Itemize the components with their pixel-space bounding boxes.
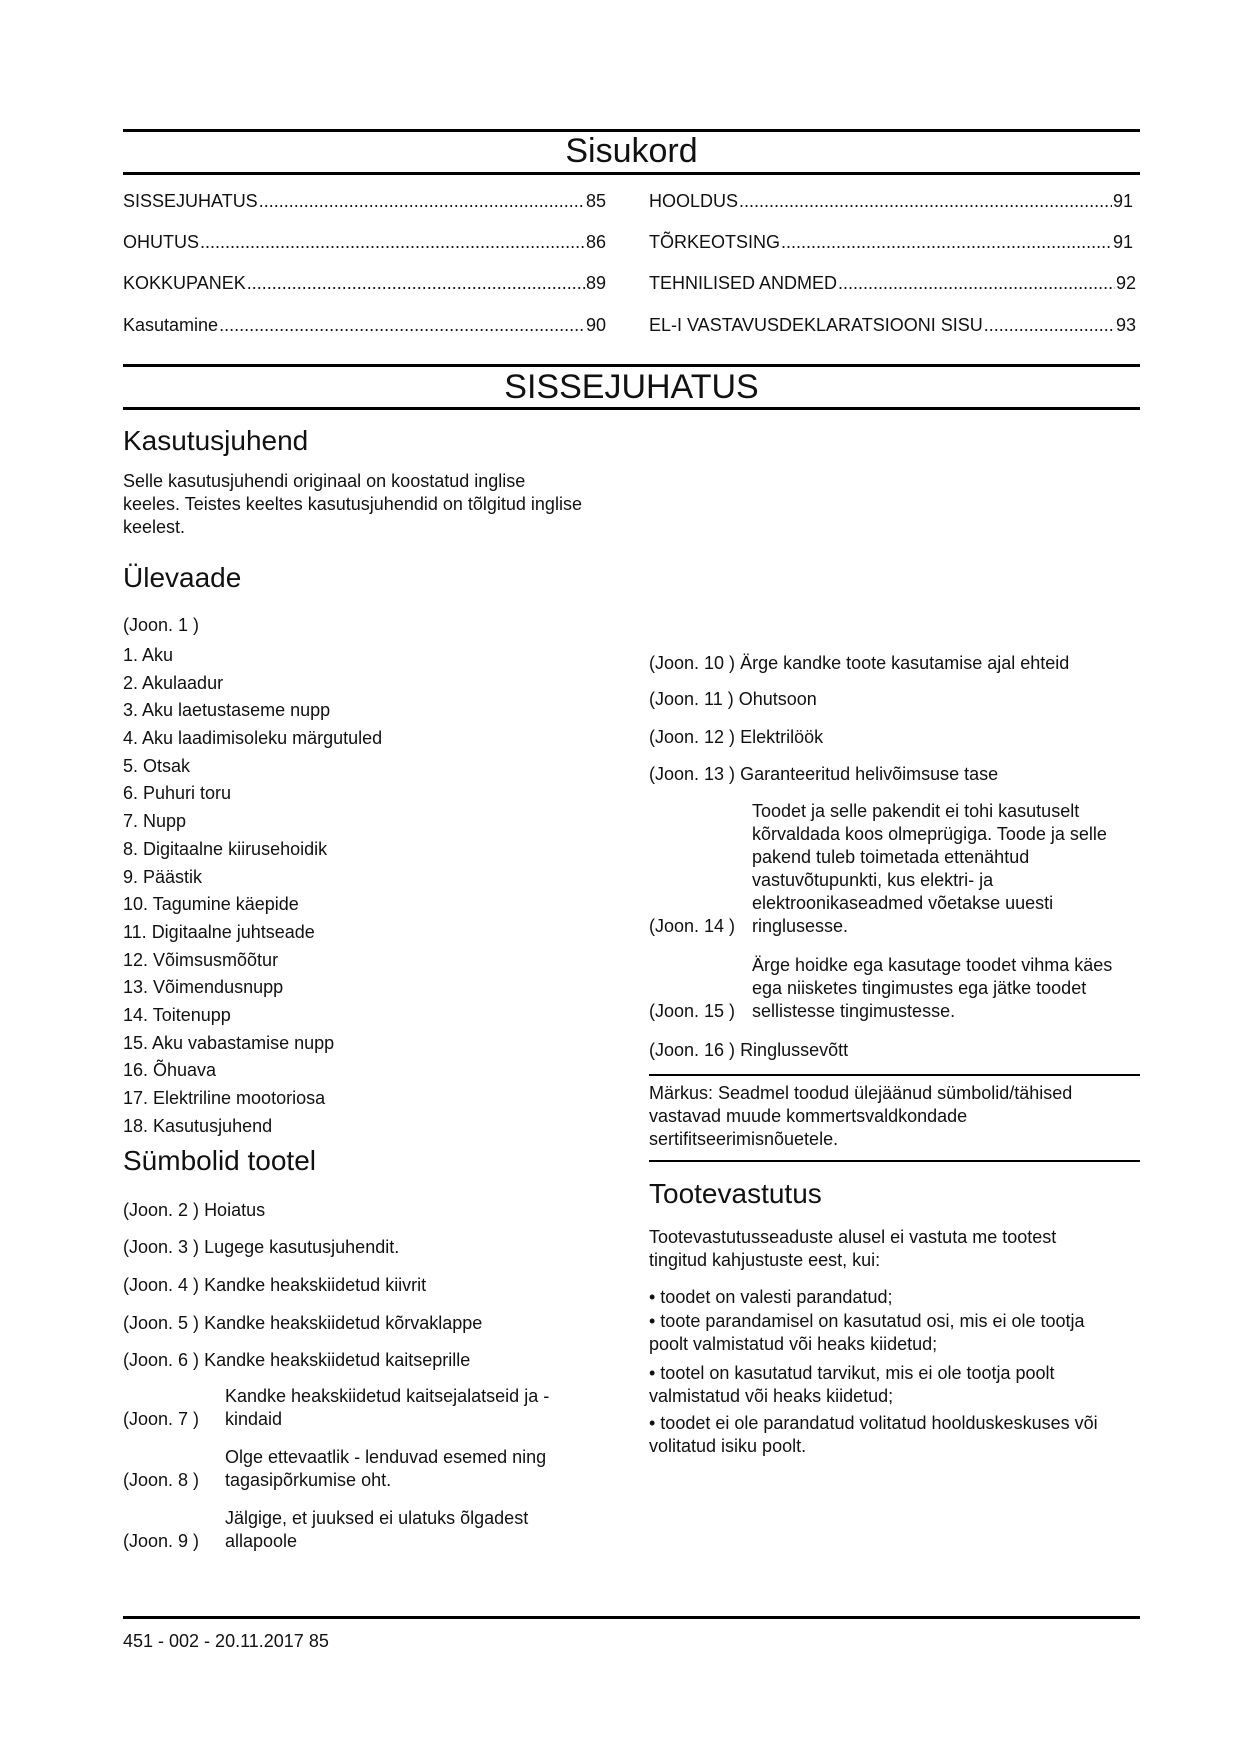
symbol-item	[649, 688, 817, 711]
symbol-description: Toodet ja selle pakendit ei tohi kasutuselt kõrvaldada koos olmeprügiga. Toode ja selle pakend tuleb toimetada ettenähtud vastuvõtupunkti, kus elektri- ja elektroonikaseadmed võetakse uuesti ringlusesse.	[752, 801, 1107, 936]
note-bottom-rule	[649, 1160, 1140, 1162]
manual-paragraph: Selle kasutusjuhendi originaal on koostatud inglise keeles. Teistes keeltes kasutusjuhendid on tõlgitud inglise keelest.	[123, 471, 582, 537]
list-item: 11. Digitaalne juhtseade	[123, 921, 315, 942]
toc-dot-leader	[984, 314, 1115, 336]
symbol-figure-ref: (Joon. 3 )	[123, 1237, 200, 1257]
symbol-item	[649, 763, 998, 786]
list-item: • tootel on kasutatud tarvikut, mis ei ole tootja poolt valmistatud või heaks kiidetud;	[649, 1363, 1055, 1406]
toc-entry-page: 91	[1112, 232, 1133, 252]
symbol-figure-ref: (Joon. 9 )	[123, 1531, 200, 1551]
toc-dot-leader	[259, 190, 585, 212]
list-item: 15. Aku vabastamise nupp	[123, 1032, 335, 1053]
toc-entry-page: 90	[585, 315, 606, 335]
page-number: 85	[308, 1631, 329, 1651]
symbol-description: Ringlussevõtt	[740, 1040, 849, 1060]
symbol-item	[649, 800, 1139, 938]
page-footer	[123, 1630, 329, 1652]
intro-bottom-rule	[123, 407, 1140, 410]
toc-dot-leader	[838, 272, 1115, 294]
symbol-item	[649, 652, 1069, 675]
overview-heading: Ülevaade	[123, 562, 242, 593]
toc-entry[interactable]	[649, 314, 1136, 336]
list-item: • toote parandamisel on kasutatud osi, mis ei ole tootja poolt valmistatud või heaks kiidetud;	[649, 1311, 1085, 1354]
overview-parts-list	[123, 644, 382, 1142]
list-item: 5. Otsak	[123, 755, 191, 776]
symbol-figure-ref: (Joon. 15 )	[649, 1001, 736, 1021]
toc-dot-leader	[247, 272, 585, 294]
symbol-item	[649, 1039, 848, 1062]
liability-heading: Tootevastutus	[649, 1178, 822, 1209]
note-paragraph: Märkus: Seadmel toodud ülejäänud sümbolid/tähised vastavad muude kommertsvaldkondade sertifitseerimisnõuetele.	[649, 1083, 1073, 1149]
list-item: 7. Nupp	[123, 811, 187, 832]
toc-dot-leader	[739, 190, 1112, 212]
list-item: • toodet on valesti parandatud;	[649, 1287, 893, 1307]
toc-entry-page: 85	[585, 191, 606, 211]
toc-entry-page: 89	[585, 273, 606, 293]
toc-entry-label: Kasutamine	[123, 315, 219, 335]
toc-entry-label: EL-I VASTAVUSDEKLARATSIOONI SISU	[649, 315, 983, 335]
symbol-description: Hoiatus	[204, 1200, 266, 1220]
list-item: 10. Tagumine käepide	[123, 894, 299, 915]
symbol-item	[649, 726, 823, 749]
toc-entry-label: HOOLDUS	[649, 191, 739, 211]
list-item: 16. Õhuava	[123, 1060, 217, 1081]
symbols-heading: Sümbolid tootel	[123, 1145, 317, 1176]
symbol-description: Ärge kandke toote kasutamise ajal ehteid	[740, 653, 1070, 673]
symbol-description: Jälgige, et juuksed ei ulatuks õlgadest allapoole	[225, 1508, 529, 1551]
list-item: 14. Toitenupp	[123, 1004, 231, 1025]
footer-rule	[123, 1616, 1140, 1619]
list-item: 12. Võimsusmõõtur	[123, 949, 279, 970]
toc-dot-leader	[219, 314, 585, 336]
symbol-figure-ref: (Joon. 13 )	[649, 764, 736, 784]
toc-entry-label: OHUTUS	[123, 232, 199, 252]
toc-entry-label: KOKKUPANEK	[123, 273, 246, 293]
toc-entry-label: TÕRKEOTSING	[649, 232, 781, 252]
list-item: 1. Aku	[123, 645, 174, 665]
manual-heading: Kasutusjuhend	[123, 425, 309, 456]
list-item: 13. Võimendusnupp	[123, 977, 284, 998]
symbol-figure-ref: (Joon. 14 )	[649, 916, 736, 936]
symbol-figure-ref: (Joon. 12 )	[649, 727, 736, 747]
toc-entry-page: 86	[585, 232, 606, 252]
list-item: 8. Digitaalne kiirusehoidik	[123, 838, 328, 859]
symbol-figure-ref: (Joon. 2 )	[123, 1200, 200, 1220]
toc-entry[interactable]	[123, 231, 606, 253]
list-item: 6. Puhuri toru	[123, 783, 232, 804]
symbol-item	[123, 1274, 426, 1297]
symbol-item	[123, 1349, 470, 1372]
overview-figure-ref: (Joon. 1 )	[123, 615, 200, 635]
list-item: 17. Elektriline mootoriosa	[123, 1088, 326, 1108]
toc-entry[interactable]	[649, 231, 1133, 253]
symbol-figure-ref: (Joon. 7 )	[123, 1409, 200, 1429]
symbol-description: Kandke heakskiidetud kiivrit	[204, 1275, 427, 1295]
list-item: 4. Aku laadimisoleku märgutuled	[123, 728, 383, 749]
toc-entry[interactable]	[649, 272, 1136, 294]
symbol-description: Ärge hoidke ega kasutage toodet vihma käes ega niisketes tingimustes ega jätke toodet sellistesse tingimustesse.	[752, 955, 1113, 1021]
toc-entry-page: 92	[1115, 273, 1136, 293]
toc-entry[interactable]	[649, 190, 1133, 212]
symbol-description: Garanteeritud helivõimsuse tase	[740, 764, 999, 784]
symbol-item	[649, 954, 1139, 1023]
intro-title: SISSEJUHATUS	[504, 368, 759, 406]
list-item: 2. Akulaadur	[123, 672, 224, 693]
toc-dot-leader	[781, 231, 1112, 253]
toc-entry-page: 91	[1112, 191, 1133, 211]
symbol-figure-ref: (Joon. 6 )	[123, 1350, 200, 1370]
symbol-figure-ref: (Joon. 16 )	[649, 1040, 736, 1060]
symbol-description: Elektrilöök	[740, 727, 824, 747]
symbol-item	[123, 1312, 482, 1335]
symbol-description: Kandke heakskiidetud kõrvaklappe	[204, 1313, 483, 1333]
symbol-figure-ref: (Joon. 5 )	[123, 1313, 200, 1333]
symbol-item	[123, 1446, 593, 1492]
toc-dot-leader	[200, 231, 585, 253]
toc-entry-label: TEHNILISED ANDMED	[649, 273, 838, 293]
list-item: 9. Päästik	[123, 866, 203, 887]
symbol-item	[123, 1507, 593, 1553]
symbol-description: Olge ettevaatlik - lenduvad esemed ning tagasipõrkumise oht.	[225, 1447, 547, 1490]
list-item: 18. Kasutusjuhend	[123, 1115, 273, 1136]
symbol-figure-ref: (Joon. 10 )	[649, 653, 736, 673]
list-item: 3. Aku laetustaseme nupp	[123, 700, 331, 721]
toc-entry[interactable]	[123, 190, 606, 212]
liability-paragraph: Tootevastutusseaduste alusel ei vastuta me tootest tingitud kahjustuste eest, kui:	[649, 1227, 1057, 1270]
symbol-item	[123, 1199, 265, 1222]
symbol-description: Kandke heakskiidetud kaitsejalatseid ja -kindaid	[225, 1386, 550, 1429]
note-top-rule	[649, 1074, 1140, 1076]
list-item: • toodet ei ole parandatud volitatud hoolduskeskuses või volitatud isiku poolt.	[649, 1413, 1098, 1456]
toc-entry[interactable]	[123, 272, 606, 294]
symbol-description: Kandke heakskiidetud kaitseprille	[204, 1350, 471, 1370]
symbol-description: Ohutsoon	[738, 689, 817, 709]
toc-entry-page: 93	[1115, 315, 1136, 335]
toc-entry[interactable]	[123, 314, 606, 336]
symbol-figure-ref: (Joon. 11 )	[649, 689, 734, 709]
toc-entry-label: SISSEJUHATUS	[123, 191, 258, 211]
document-code: 451 - 002 - 20.11.2017	[123, 1631, 304, 1651]
symbol-figure-ref: (Joon. 4 )	[123, 1275, 200, 1295]
symbol-item	[123, 1236, 399, 1259]
symbol-item	[123, 1385, 593, 1431]
symbol-description: Lugege kasutusjuhendit.	[204, 1237, 400, 1257]
symbol-figure-ref: (Joon. 8 )	[123, 1470, 200, 1490]
toc-bottom-rule	[123, 172, 1140, 175]
toc-title: Sisukord	[565, 132, 698, 170]
